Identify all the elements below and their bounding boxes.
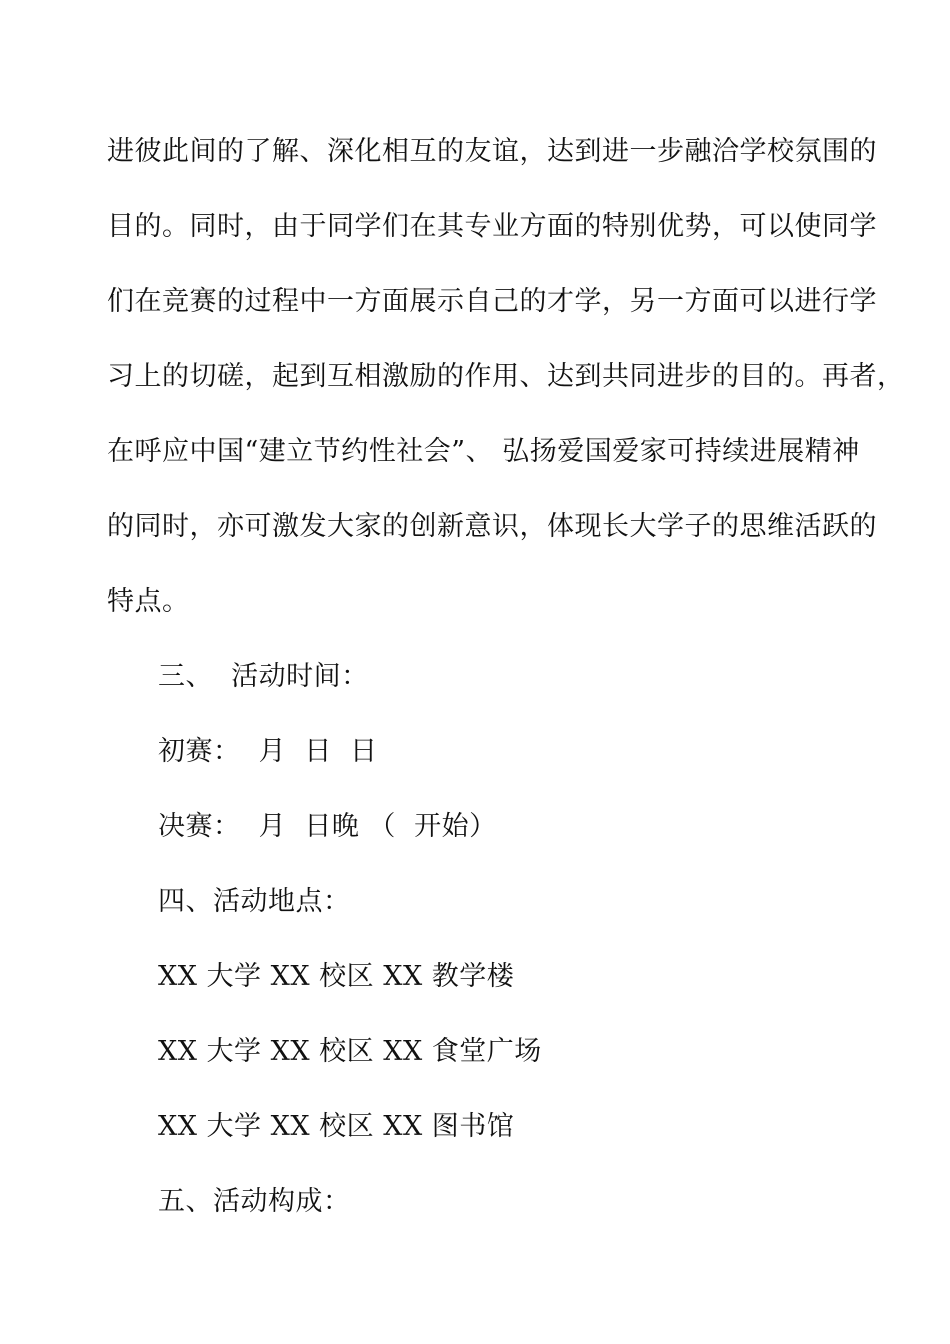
paragraph-line-4: 习上的切磋，起到互相激励的作用、达到共同进步的目的。再者， bbox=[107, 361, 905, 392]
paragraph-line-3: 们在竞赛的过程中一方面展示自己的才学，另一方面可以进行学 bbox=[107, 286, 877, 317]
section-3-heading: 三、 活动时间： bbox=[158, 661, 369, 692]
section-4-heading: 四、活动地点： bbox=[158, 886, 351, 917]
paragraph-line-7: 特点。 bbox=[107, 586, 190, 617]
paragraph-line-6: 的同时，亦可激发大家的创新意识，体现长大学子的思维活跃的 bbox=[107, 511, 877, 542]
venue-2: XX 大学 XX 校区 XX 食堂广场 bbox=[158, 1036, 542, 1067]
paragraph-line-5: 在呼应中国“建立节约性社会”、 弘扬爱国爱家可持续进展精神 bbox=[107, 436, 860, 467]
paragraph-line-2: 目的。同时，由于同学们在其专业方面的特别优势，可以使同学 bbox=[107, 211, 877, 242]
venue-1: XX 大学 XX 校区 XX 教学楼 bbox=[158, 961, 515, 992]
paragraph-line-1: 进彼此间的了解、深化相互的友谊，达到进一步融洽学校氛围的 bbox=[107, 136, 877, 167]
venue-3: XX 大学 XX 校区 XX 图书馆 bbox=[158, 1111, 515, 1142]
section-5-heading: 五、活动构成： bbox=[158, 1186, 351, 1217]
final-round-date: 决赛： 月 日晚 （ 开始） bbox=[158, 811, 497, 842]
preliminary-round-date: 初赛： 月 日 日 bbox=[158, 736, 378, 767]
